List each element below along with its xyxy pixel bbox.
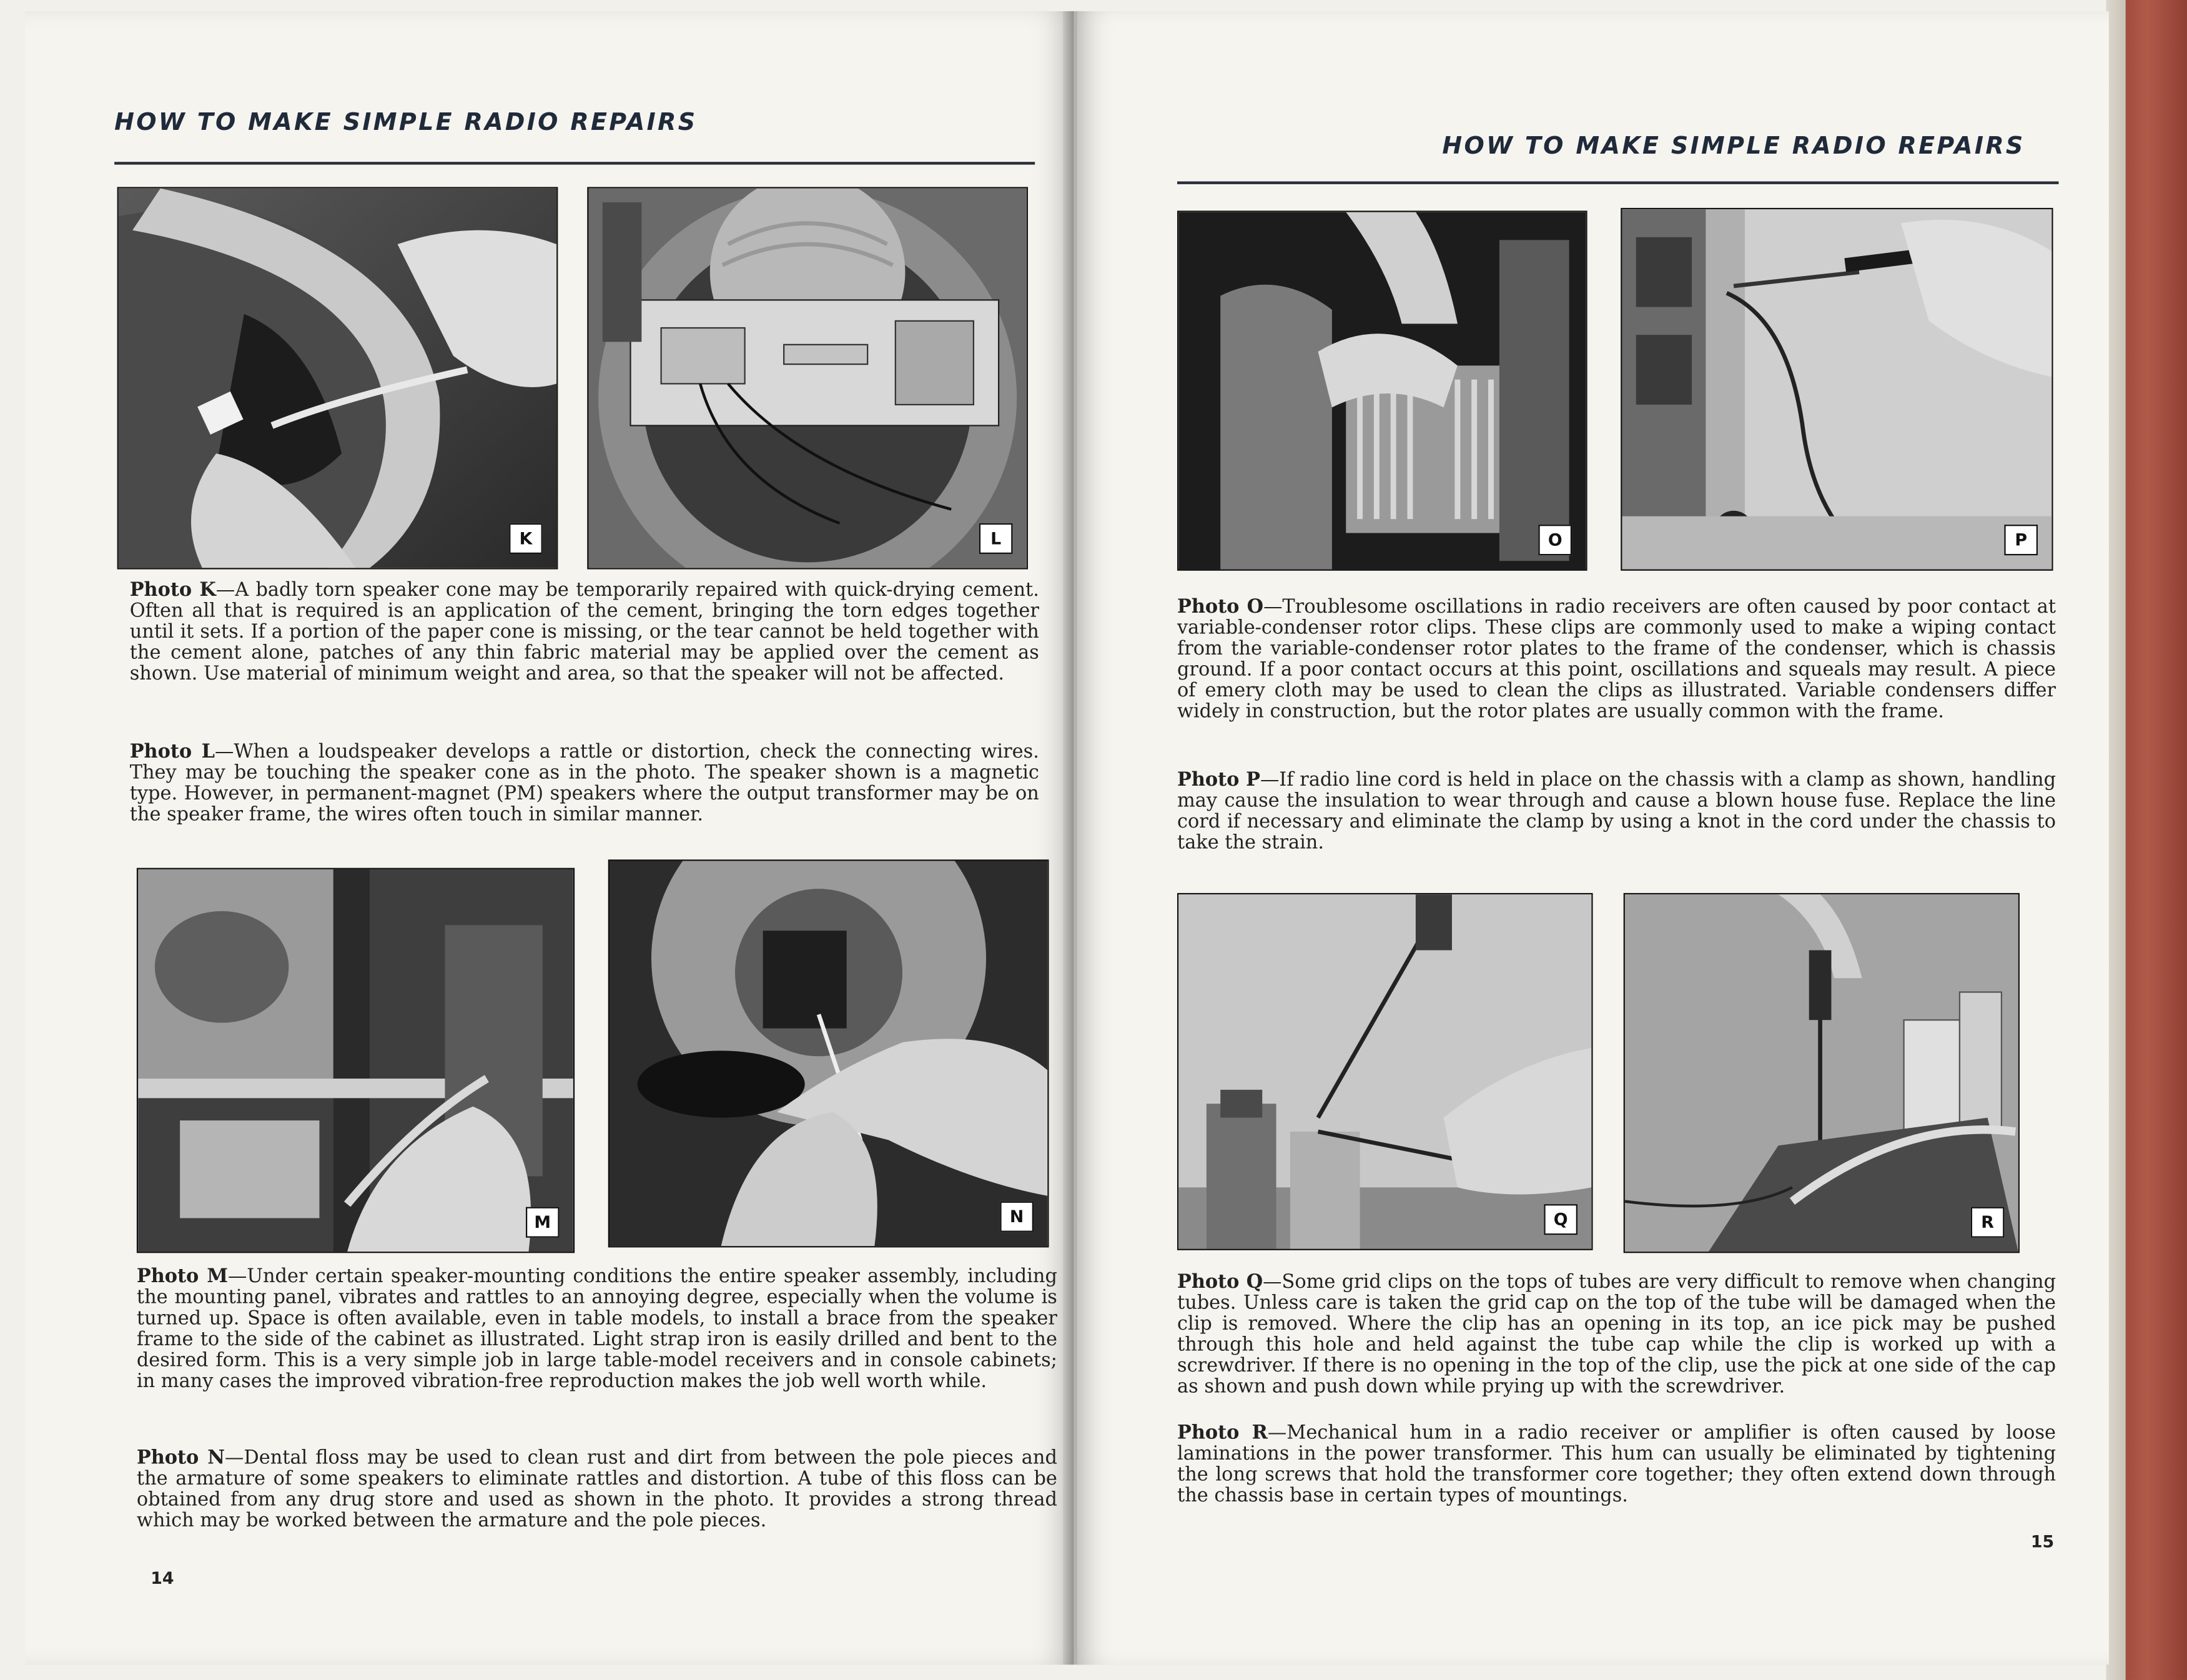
photo-p [1621,208,2053,571]
caption-r-text: —Mechanical hum in a radio receiver or amplifier is often caused by loose laminations in the power transformer. This hum can usually be eliminated by tightening the long screws that hold the transformer core together; they often extend down through the chassis base in certain types of mountings. [1177,1421,2056,1507]
photo-k-label: K [509,523,543,554]
caption-k-lead: Photo K [129,579,216,601]
caption-photo-m [137,1267,1057,1393]
caption-q-lead: Photo Q [1177,1271,1263,1294]
caption-photo-r [1177,1423,2056,1507]
photo-l-image [588,189,1026,568]
photo-r [1624,893,2020,1253]
caption-n-lead: Photo N [136,1446,225,1470]
left-page [25,11,1074,1665]
page-number-right: 15 [2030,1532,2055,1552]
photo-q [1177,893,1593,1250]
photo-o-image [1178,212,1586,570]
head-rule-right [1177,181,2059,184]
head-rule-left [114,162,1035,164]
caption-l-lead: Photo L [129,741,215,764]
photo-n-image [610,861,1047,1247]
caption-l-text: —When a loudspeaker develops a rattle or distortion, check the connecting wires. They may be touching the speaker cone as in the photo. The speaker shown is a magnetic type. However, in permanent-magnet (PM) speakers where the output transformer may be on the speaker frame, the wires often touch in similar manner. [129,741,1039,826]
photo-n [608,859,1049,1247]
caption-photo-q [1177,1273,2056,1398]
caption-m-lead: Photo M [136,1265,229,1288]
photo-m-image [138,869,573,1252]
caption-o-text: —Troublesome oscillations in radio receivers are often caused by poor contact at variable-condenser rotor clips. These clips are commonly used to make a wiping contact from the variable-condenser rotor plates to the frame of the condenser, which is chassis ground. If a poor contact occurs at this point, oscillations and squeals may result. A piece of emery cloth may be used to clean the clips as illustrated. Variable condensers differ widely in construction, but the rotor plates are usually common with the frame. [1177,596,2056,723]
page-block-edge [2106,0,2125,1680]
photo-k-image [119,189,556,568]
book-cover-edge [2120,0,2187,1680]
running-head-right: HOW TO MAKE SIMPLE RADIO REPAIRS [1442,132,2025,161]
caption-photo-n [137,1448,1057,1532]
photo-o [1177,210,1587,570]
caption-photo-p [1177,770,2056,854]
right-page [1077,11,2109,1665]
caption-r-lead: Photo R [1177,1421,1268,1445]
caption-p-text: —If radio line cord is held in place on the chassis with a clamp as shown, handling may cause the insulation to wear through and cause a blown house fuse. Replace the line cord if necessary and eliminate the clamp by using a knot in the cord under the chassis to take the strain. [1177,769,2056,854]
photo-l [587,187,1028,569]
caption-k-text: —A badly torn speaker cone may be temporarily repaired with quick-drying cement. Often all that is required is an application of the cement, bringing the torn edges together until it sets. If a portion of the paper cone is missing, or the tear cannot be held together with the cement alone, patches of any thin fabric material may be applied over the cement as shown. Use material of minimum weight and area, so that the speaker will not be affected. [129,579,1039,685]
photo-q-image [1178,894,1591,1248]
page-number-left: 14 [151,1568,174,1588]
caption-photo-o [1177,597,2056,723]
photo-r-label: R [1971,1207,2005,1238]
photo-p-label: P [2004,525,2038,555]
caption-q-text: —Some grid clips on the tops of tubes are very difficult to remove when changing tubes. Unless care is taken the grid cap on the top of the tube will be damaged when the clip is removed. Where the clip has an opening in its top, an ice pick may be pushed through this hole and held against the tube cap while the clip is worked up with a screwdriver. If there is no opening in the top of the clip, use the pick at one side of the cap as shown and push down while prying up with the screwdriver. [1177,1271,2056,1398]
photo-n-label: N [1000,1202,1034,1232]
caption-photo-k [130,580,1039,685]
photo-o-label: O [1538,525,1572,555]
running-head-left: HOW TO MAKE SIMPLE RADIO REPAIRS [114,109,698,137]
caption-photo-l [130,743,1039,826]
photo-r-image [1625,894,2018,1252]
photo-m-label: M [526,1207,560,1238]
photo-p-image [1622,209,2051,569]
photo-k [117,187,558,569]
caption-n-text: —Dental floss may be used to clean rust and dirt from between the pole pieces and the armature of some speakers to eliminate rattles and distortion. A tube of this floss can be obtained from any drug store and used as shown in the photo. It provides a strong thread which may be worked between the armature and the pole pieces. [136,1446,1057,1533]
caption-o-lead: Photo O [1177,596,1264,618]
photo-m [137,868,575,1253]
photo-q-label: Q [1544,1204,1577,1235]
photo-l-label: L [979,523,1013,554]
caption-p-lead: Photo P [1177,769,1260,791]
caption-m-text: —Under certain speaker-mounting conditions the entire speaker assembly, including the mounting panel, vibrates and rattles to an annoying degree, especially when the volume is turned up. Space is often available, even in table models, to install a brace from the speaker frame to the side of the cabinet as illustrated. Light strap iron is easily drilled and bent to the desired form. This is a very simple job in large table-model receivers and in console cabinets; in many cases the improved vibration-free reproduction makes the job well worth while. [136,1265,1057,1393]
